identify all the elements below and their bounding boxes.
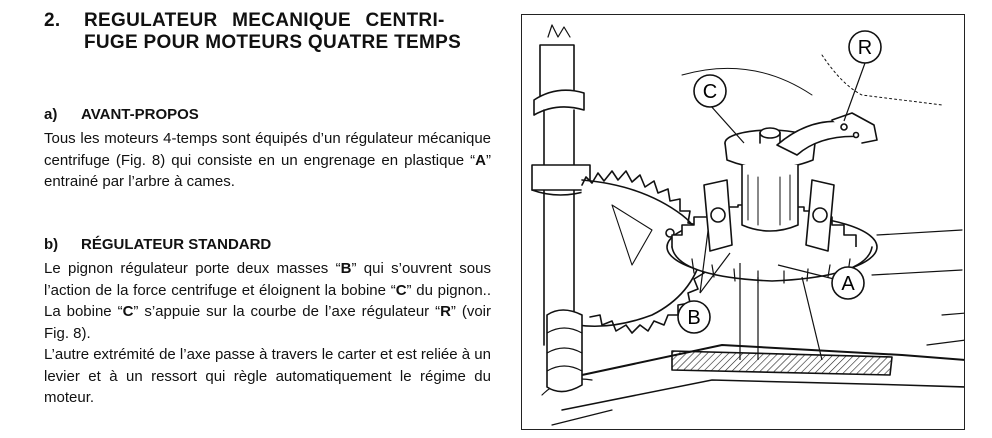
part-ref-c: C: [395, 281, 407, 299]
foreword-paragraph: [44, 128, 491, 193]
svg-text:C: C: [702, 81, 718, 103]
foreword-label: a): [44, 106, 58, 123]
foreword-text-end: ” entrainé par l’arbre à cames.: [44, 151, 491, 190]
foreword-text: Tous les moteurs 4-temps sont équipés d’un régulateur mécanique centrifuge (Fig. 8) qui consiste en un engrenage en plastique “: [44, 130, 491, 169]
section-title-line-2: FUGE POUR MOTEURS QUATRE TEMPS: [84, 32, 462, 53]
part-ref-r: R: [440, 303, 451, 320]
foreword-heading: [44, 106, 199, 123]
svg-text:B: B: [687, 307, 701, 329]
standard-paragraph: [44, 258, 491, 409]
section-number: 2.: [44, 10, 61, 31]
standard-label: b): [44, 236, 59, 253]
standard-text-second: L’autre extrémité de l’axe passe à travers le carter et est reliée à un levier et à un ressort qui règle automatiquement le régime du moteur.: [44, 346, 491, 406]
governor-figure: [521, 14, 965, 430]
governor-illustration: [522, 15, 965, 430]
callout-r: [849, 31, 881, 63]
standard-text: ” s’appuie sur la courbe de l’axe régulateur “: [133, 303, 441, 320]
svg-text:R: R: [857, 37, 873, 59]
section-title-line-1: REGULATEUR MECANIQUE CENTRI-: [84, 10, 445, 31]
part-ref-a: A: [475, 151, 486, 169]
callout-b: [678, 301, 710, 333]
standard-text: Le pignon régulateur porte deux masses “: [44, 260, 341, 277]
standard-text: ” (voir Fig. 8).: [44, 303, 491, 342]
standard-text: ” qui s’ouvrent sous l’action de la force centrifuge et éloignent la bobine “: [44, 260, 491, 299]
part-ref-b: B: [340, 260, 352, 277]
callout-a: [832, 267, 864, 299]
svg-text:A: A: [841, 273, 855, 295]
standard-title: RÉGULATEUR STANDARD: [81, 236, 272, 253]
standard-text: ” du pignon.. La bobine “: [44, 281, 491, 320]
callout-c: [694, 75, 726, 107]
standard-heading: [44, 236, 271, 253]
foreword-title: AVANT-PROPOS: [81, 106, 199, 123]
part-ref-c: C: [122, 303, 134, 320]
gasket-section: [672, 351, 892, 375]
